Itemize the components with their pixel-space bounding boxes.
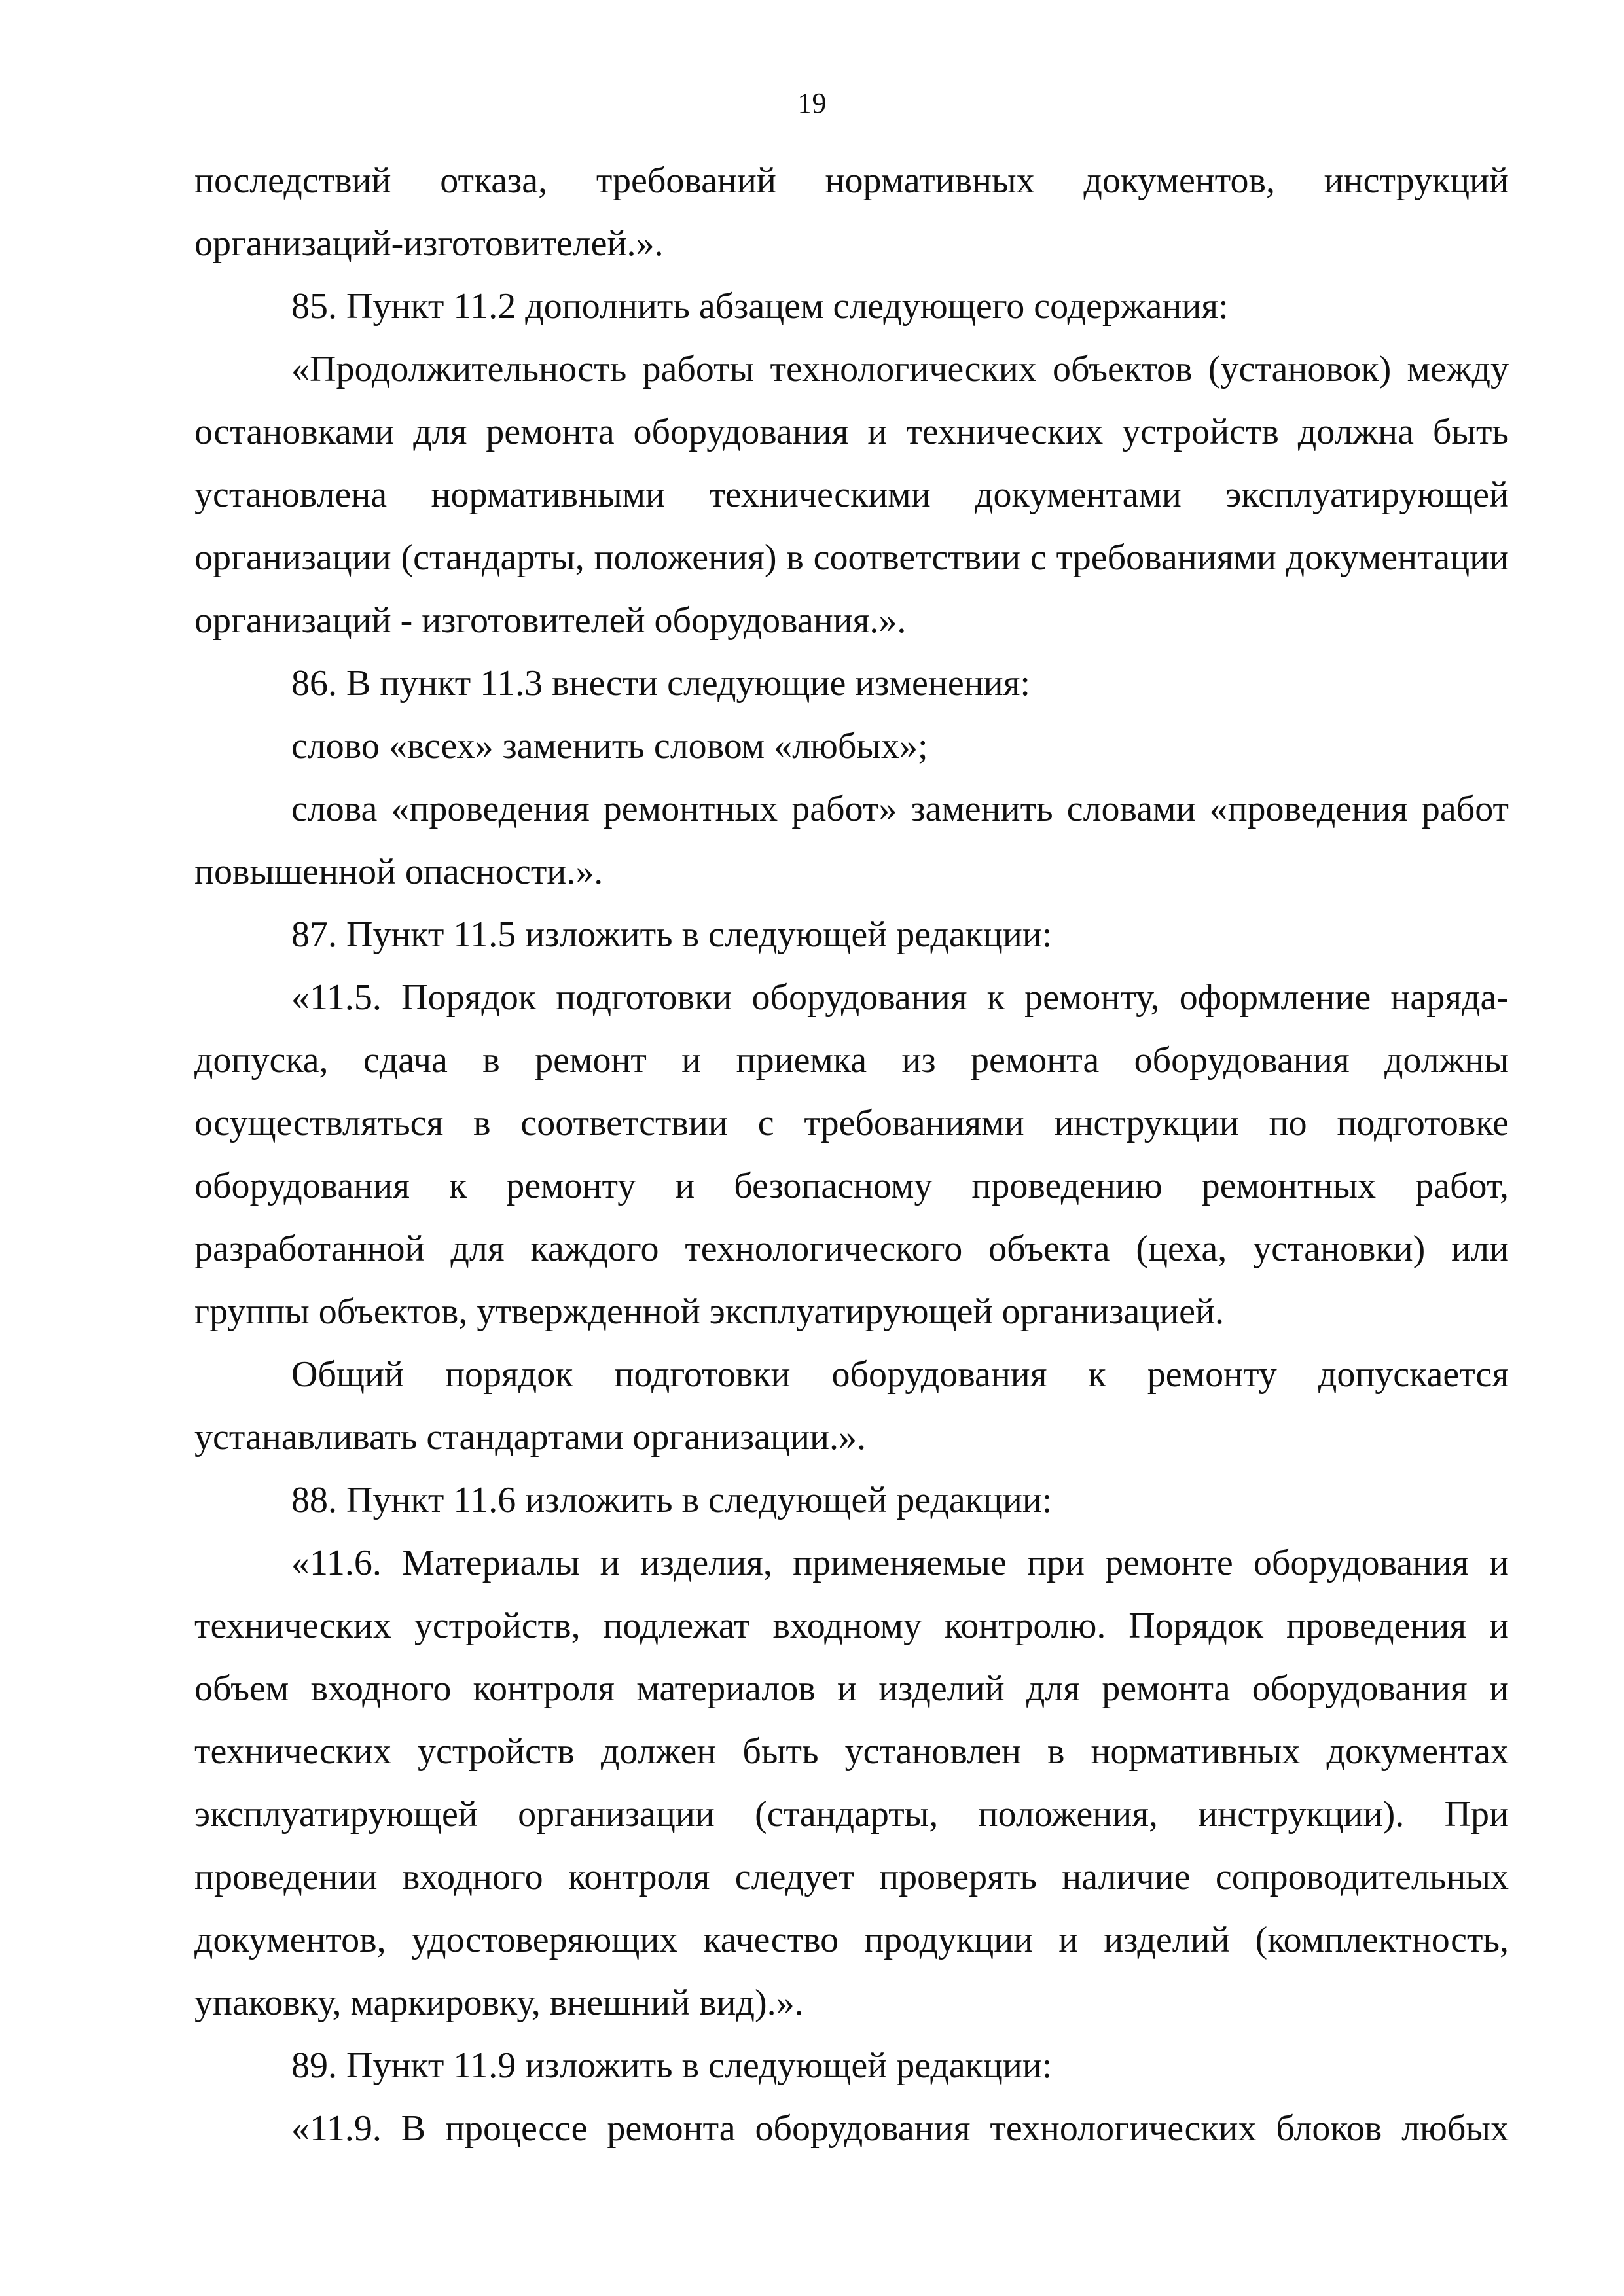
- paragraph-quote-11-5: «11.5. Порядок подготовки оборудования к ремонту, оформление наряда-допуска, сдача в ремонт и приемка из ремонта оборудования должны осуществляться в соответствии с требованиями инструкции по подготовке оборудования к ремонту и безопасному проведению ремонтных работ, разработанной для каждого технологического объекта (цеха, установки) или группы объектов, утвержденной эксплуатирующей организацией.: [194, 977, 1509, 1332]
- paragraph-quote-11-2: «Продолжительность работы технологических объектов (установок) между остановками для ремонта оборудования и технических устройств должна быть установлена нормативными техническими документами эксплуатирующей организации (стандарты, положения) в соответствии с требованиями документации организаций - изготовителей оборудования.».: [194, 349, 1509, 641]
- page-number: 19: [797, 87, 827, 119]
- paragraph-general-order: Общий порядок подготовки оборудования к ремонту допускается устанавливать стандартами организации.».: [194, 1354, 1509, 1458]
- document-body: [194, 149, 1509, 2160]
- paragraph-item-85: 85. Пункт 11.2 дополнить абзацем следующего содержания:: [291, 286, 1229, 327]
- paragraph-continuation: последствий отказа, требований нормативных документов, инструкций организаций-изготовителей.».: [194, 160, 1509, 264]
- paragraph-item-88: 88. Пункт 11.6 изложить в следующей редакции:: [291, 1480, 1053, 1520]
- paragraph-item-89: 89. Пункт 11.9 изложить в следующей редакции:: [291, 2045, 1053, 2086]
- paragraph-quote-11-9: «11.9. В процессе ремонта оборудования технологических блоков любых: [291, 2108, 1509, 2149]
- paragraph-quote-11-6: «11.6. Материалы и изделия, применяемые при ремонте оборудования и технических устройств, подлежат входному контролю. Порядок проведения и объем входного контроля материалов и изделий для ремонта оборудования и технических устройств должен быть установлен в нормативных документах эксплуатирующей организации (стандарты, положения, инструкции). При проведении входного контроля следует проверять наличие сопроводительных документов, удостоверяющих качество продукции и изделий (комплектность, упаковку, маркировку, внешний вид).».: [194, 1543, 1509, 2023]
- paragraph-item-87: 87. Пункт 11.5 изложить в следующей редакции:: [291, 914, 1053, 955]
- paragraph-change-1: слово «всех» заменить словом «любых»;: [291, 726, 928, 766]
- paragraph-change-2: слова «проведения ремонтных работ» заменить словами «проведения работ повышенной опасности.».: [194, 789, 1509, 892]
- paragraph-item-86: 86. В пункт 11.3 внести следующие изменения:: [291, 663, 1030, 704]
